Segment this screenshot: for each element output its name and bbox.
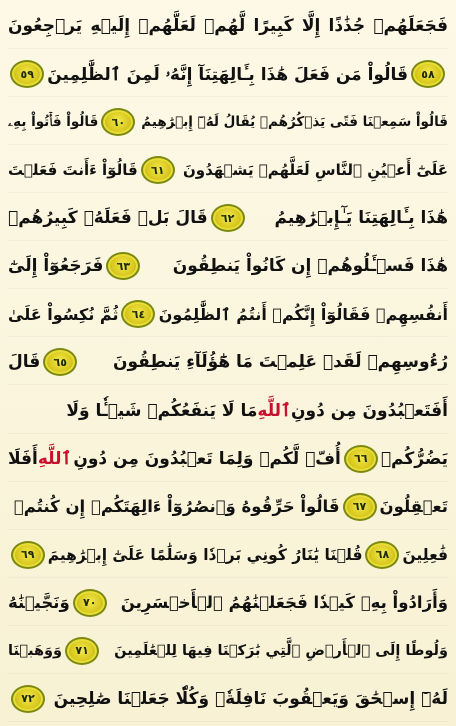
verse-text: وَنَجَّيۡنَٰهُ — [8, 593, 70, 613]
ayah-number-marker: ٦٤ — [121, 300, 155, 328]
verse-text: قَالُواْ سَمِعۡنَا فَتًى يَذۡكُرُهُمۡ يُقَالُ لَهُۥٓ إِبۡرَٰهِيمُ — [141, 114, 448, 131]
ayah-number-marker: ٦٠ — [101, 108, 135, 136]
verse-text: أَفَتَعۡبُدُونَ مِن دُونِ — [291, 400, 448, 421]
text-line — [8, 389, 448, 434]
ayah-number-marker: ٦٥ — [43, 348, 77, 376]
verse-text: أَنفُسِهِمۡ فَقَالُوٓاْ إِنَّكُمۡ أَنتُمُ ٱلظَّٰلِمُونَ — [158, 304, 448, 324]
quran-text-block — [8, 4, 448, 722]
ayah-number-marker: ٧٠ — [73, 589, 107, 617]
text-line — [8, 485, 448, 530]
ayah-number-marker: ٦٣ — [106, 252, 140, 280]
verse-text: فَجَعَلَهُمۡ جُذَٰذًا إِلَّا كَبِيرًا لَّهُمۡ لَعَلَّهُمۡ إِلَيۡهِ يَرۡجِعُونَ — [8, 16, 448, 36]
verse-text: قَالَ — [8, 352, 41, 373]
ayah-number-marker: ٦٦ — [344, 445, 378, 473]
verse-text: وَلُوطًا إِلَى ٱلۡأَرۡضِ ٱلَّتِي بَٰرَكۡنَا فِيهَا لِلۡعَٰلَمِينَ — [114, 642, 448, 659]
verse-text: وَوَهَبۡنَا — [8, 642, 63, 659]
verse-text: يَضُرُّكُمۡ — [380, 448, 448, 469]
verse-text: فَرَجَعُوٓاْ إِلَىٰٓ — [8, 256, 104, 277]
text-line — [8, 244, 448, 289]
text-line — [8, 677, 448, 722]
text-line — [8, 533, 448, 578]
verse-text: أَفَلَا — [8, 448, 38, 469]
verse-text: ثُمَّ نُكِسُواْ عَلَىٰ — [8, 304, 119, 324]
verse-text: مَا لَا يَنفَعُكُمۡ شَيۡـٔٗا وَلَا — [66, 400, 258, 421]
verse-text: رُءُوسِهِمۡ لَقَدۡ عَلِمۡتَ مَا هَٰٓؤُلَآءِ يَنطِقُونَ — [113, 352, 448, 373]
text-line — [8, 340, 448, 385]
text-line — [8, 196, 448, 241]
ayah-number-marker: ٦١ — [141, 156, 175, 184]
verse-text: قَالَ بَلۡ فَعَلَهُۥ كَبِيرُهُمۡ — [8, 208, 208, 229]
ayah-number-marker: ٥٨ — [411, 60, 445, 88]
verse-text: قَالُواْ حَرِّقُوهُ وَٱنصُرُوٓاْ ءَالِهَتَكُمۡ إِن كُنتُمۡ — [13, 497, 340, 517]
text-line — [8, 52, 448, 97]
ayah-number-marker: ٦٩ — [11, 541, 45, 569]
text-line — [8, 581, 448, 626]
text-line — [8, 629, 448, 674]
verse-text: قَالُواْ مَن فَعَلَ هَٰذَا بِـَٔالِهَتِنَآ إِنَّهُۥ لَمِنَ ٱلظَّٰلِمِينَ — [47, 64, 408, 85]
verse-text: هَٰذَا بِـَٔالِهَتِنَا يَـٰٓإِبۡرَٰهِيمُ — [274, 208, 448, 229]
verse-text: تَعۡقِلُونَ — [379, 497, 448, 517]
divine-name: ٱللَّهِ — [37, 449, 72, 470]
ayah-number-marker: ٦٨ — [365, 541, 399, 569]
divine-name: ٱللَّهِ — [257, 401, 291, 421]
verse-text: لَهُۥٓ إِسۡحَٰقَ وَيَعۡقُوبَ نَافِلَةٗۖ وَكُلّٗا جَعَلۡنَا صَٰلِحِينَ — [53, 688, 448, 709]
ayah-number-marker: ٦٢ — [211, 204, 245, 232]
text-line — [8, 4, 448, 49]
text-line — [8, 292, 448, 337]
ayah-number-marker: ٥٩ — [10, 60, 44, 88]
verse-text: قُلۡنَا يَٰنَارُ كُونِي بَرۡدٗا وَسَلَٰمًا عَلَىٰٓ إِبۡرَٰهِيمَ — [47, 545, 363, 564]
verse-text: أُفّٖ لَّكُمۡ وَلِمَا تَعۡبُدُونَ مِن دُونِ — [73, 448, 341, 469]
verse-text: قَالُوٓاْ ءَأَنتَ فَعَلۡتَ — [8, 161, 138, 180]
ayah-number-marker: ٦٧ — [343, 493, 377, 521]
verse-text: وَأَرَادُواْ بِهِۦ كَيۡدٗا فَجَعَلۡنَٰهُمُ ٱلۡأَخۡسَرِينَ — [120, 593, 448, 613]
verse-text: عَلَىٰٓ أَعۡيُنِ ٱلنَّاسِ لَعَلَّهُمۡ يَشۡهَدُونَ — [182, 161, 448, 180]
verse-text: فَٰعِلِينَ — [402, 545, 448, 564]
text-line — [8, 148, 448, 193]
verse-text: قَالُواْ فَأۡتُواْ بِهِۦ — [8, 114, 99, 131]
text-line — [8, 100, 448, 145]
text-line — [8, 437, 448, 482]
ayah-number-marker: ٧١ — [65, 637, 99, 665]
verse-text: هَٰذَا فَسۡـَٔلُوهُمۡ إِن كَانُواْ يَنطِقُونَ — [172, 256, 448, 277]
ayah-number-marker: ٧٢ — [11, 685, 45, 713]
